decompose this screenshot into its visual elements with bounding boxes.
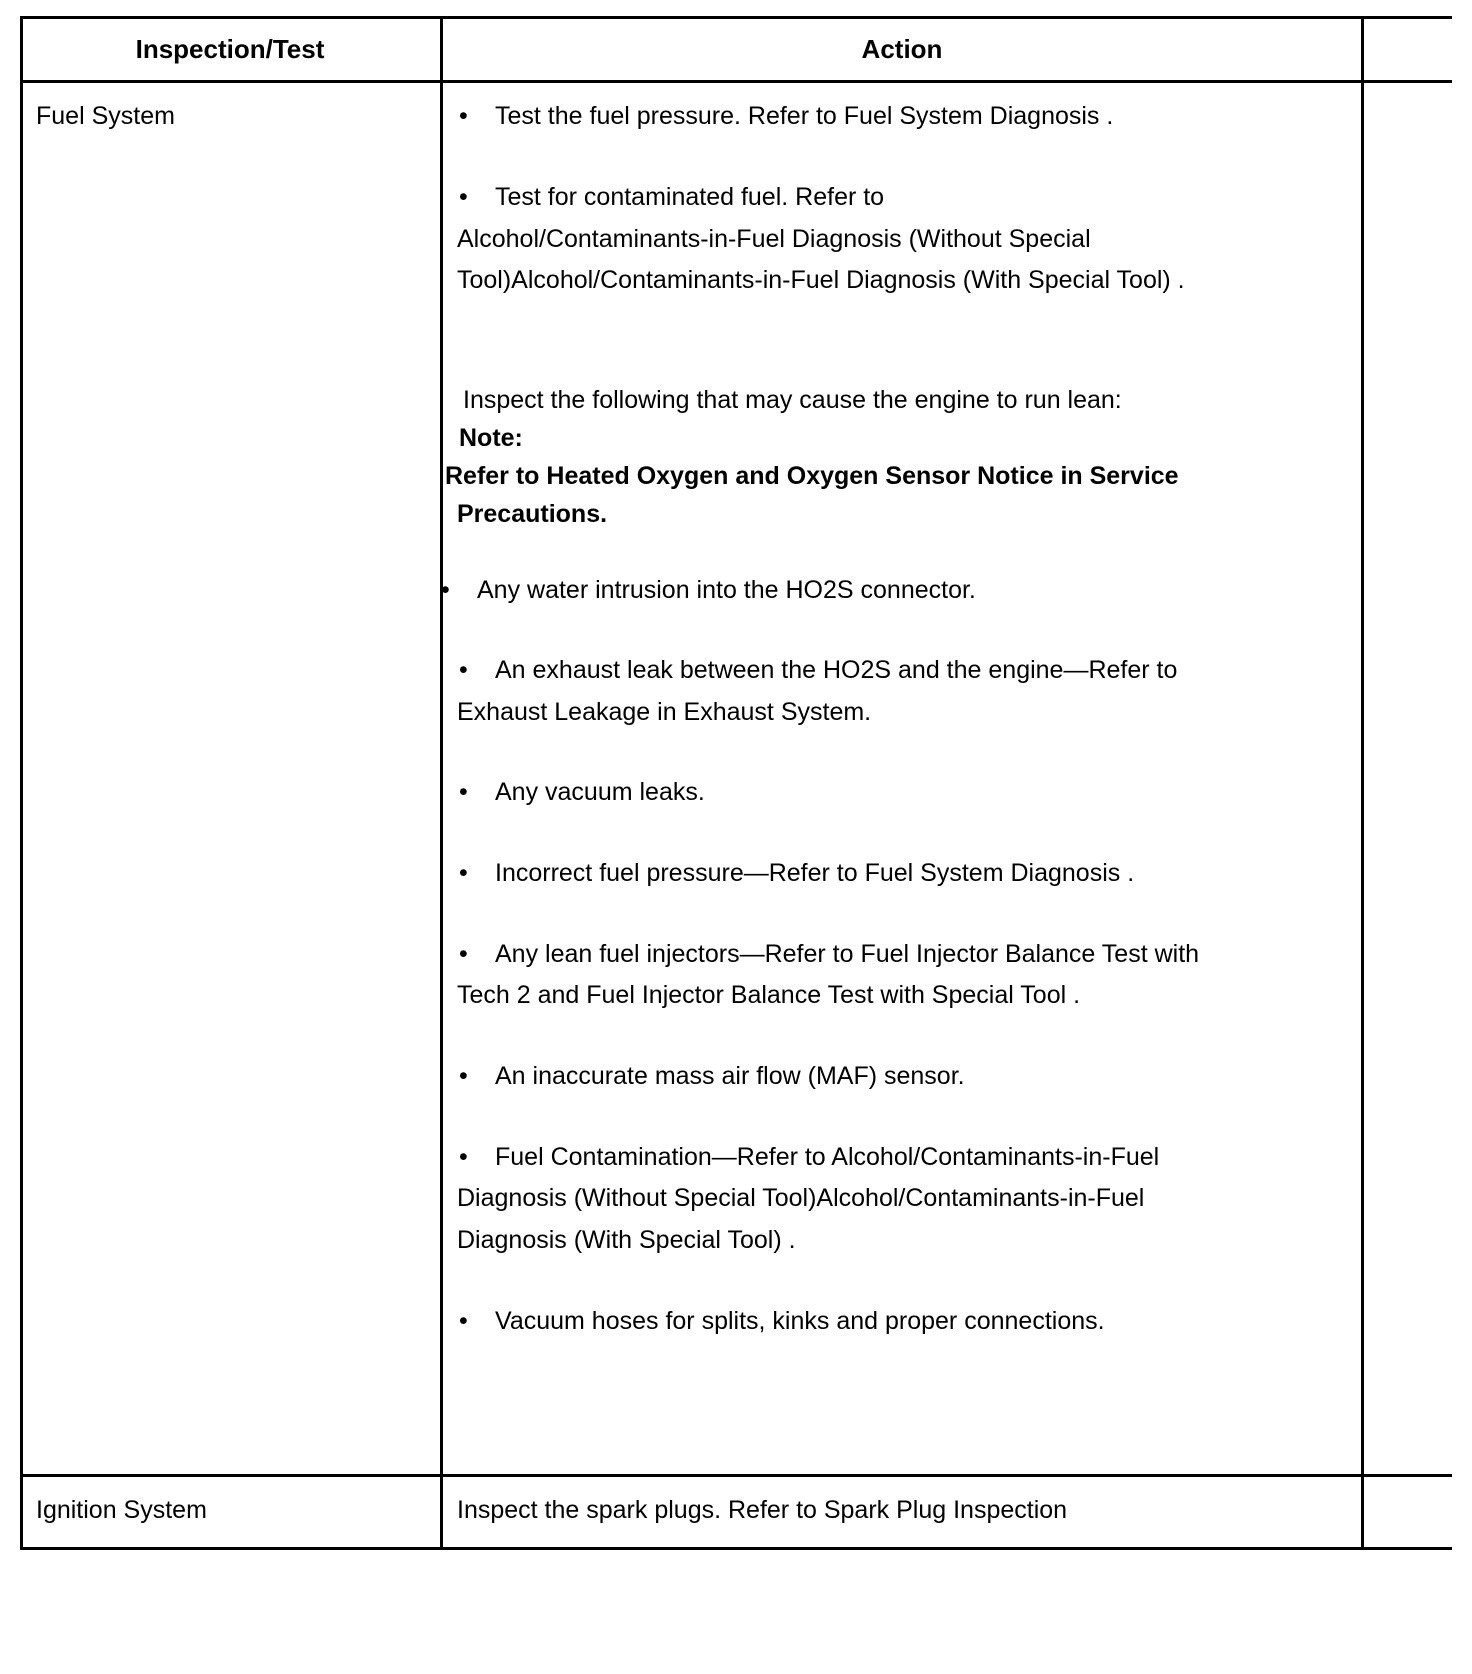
bullet-icon: • <box>459 778 468 806</box>
list-item: • Any lean fuel injectors—Refer to Fuel Injector Balance Test with <box>459 932 1199 976</box>
inspect-intro-text: Inspect the following that may cause the engine to run lean: <box>463 386 1122 414</box>
list-item-continuation: Diagnosis (Without Special Tool)Alcohol/Contaminants-in-Fuel <box>457 1184 1145 1212</box>
list-item-continuation: Tool)Alcohol/Contaminants-in-Fuel Diagnosis (With Special Tool) . <box>457 266 1185 294</box>
table-border-left <box>20 16 23 1550</box>
list-item-continuation: Alcohol/Contaminants-in-Fuel Diagnosis (Without Special <box>457 225 1091 253</box>
table-border-top <box>20 16 1452 19</box>
list-item: • Fuel Contamination—Refer to Alcohol/Contaminants-in-Fuel <box>459 1135 1159 1179</box>
list-item: • Test for contaminated fuel. Refer to <box>459 175 884 219</box>
list-item-continuation: Diagnosis (With Special Tool) . <box>457 1226 796 1254</box>
bullet-icon: • <box>459 102 468 130</box>
header-inspection-test: Inspection/Test <box>135 34 325 64</box>
table-border-right <box>1361 16 1364 1550</box>
list-item: • Test the fuel pressure. Refer to Fuel System Diagnosis . <box>459 94 1113 138</box>
row-ignition-system-label: Ignition System <box>36 1496 207 1524</box>
note-label: Note: <box>459 424 523 452</box>
inspection-table <box>20 16 1452 1653</box>
bullet-icon: • <box>459 1307 468 1335</box>
list-item: • Any water intrusion into the HO2S connector. <box>441 568 976 612</box>
bullet-icon: • <box>441 576 450 604</box>
bullet-icon: • <box>459 859 468 887</box>
list-item-continuation: Exhaust Leakage in Exhaust System. <box>457 698 872 726</box>
list-item: • An inaccurate mass air flow (MAF) sensor. <box>459 1054 965 1098</box>
table-border-bottom <box>20 1547 1452 1550</box>
list-item: • Vacuum hoses for splits, kinks and proper connections. <box>459 1299 1105 1343</box>
header-divider <box>20 80 1452 83</box>
row-fuel-system-label: Fuel System <box>36 102 175 130</box>
column-divider <box>440 16 443 1550</box>
bullet-icon: • <box>459 656 468 684</box>
bullet-icon: • <box>459 183 468 211</box>
row-divider <box>20 1474 1452 1477</box>
note-text: Precautions. <box>457 500 608 528</box>
list-item-continuation: Tech 2 and Fuel Injector Balance Test with Special Tool . <box>457 981 1081 1009</box>
bullet-icon: • <box>459 1143 468 1171</box>
list-item: • An exhaust leak between the HO2S and the engine—Refer to <box>459 648 1177 692</box>
note-text: Refer to Heated Oxygen and Oxygen Sensor Notice in Service <box>445 462 1179 490</box>
list-item: • Incorrect fuel pressure—Refer to Fuel System Diagnosis . <box>459 851 1134 895</box>
header-action: Action <box>861 34 943 64</box>
list-item: • Any vacuum leaks. <box>459 770 705 814</box>
bullet-icon: • <box>459 1062 468 1090</box>
bullet-icon: • <box>459 940 468 968</box>
row-ignition-system-action: Inspect the spark plugs. Refer to Spark Plug Inspection <box>457 1496 1068 1524</box>
